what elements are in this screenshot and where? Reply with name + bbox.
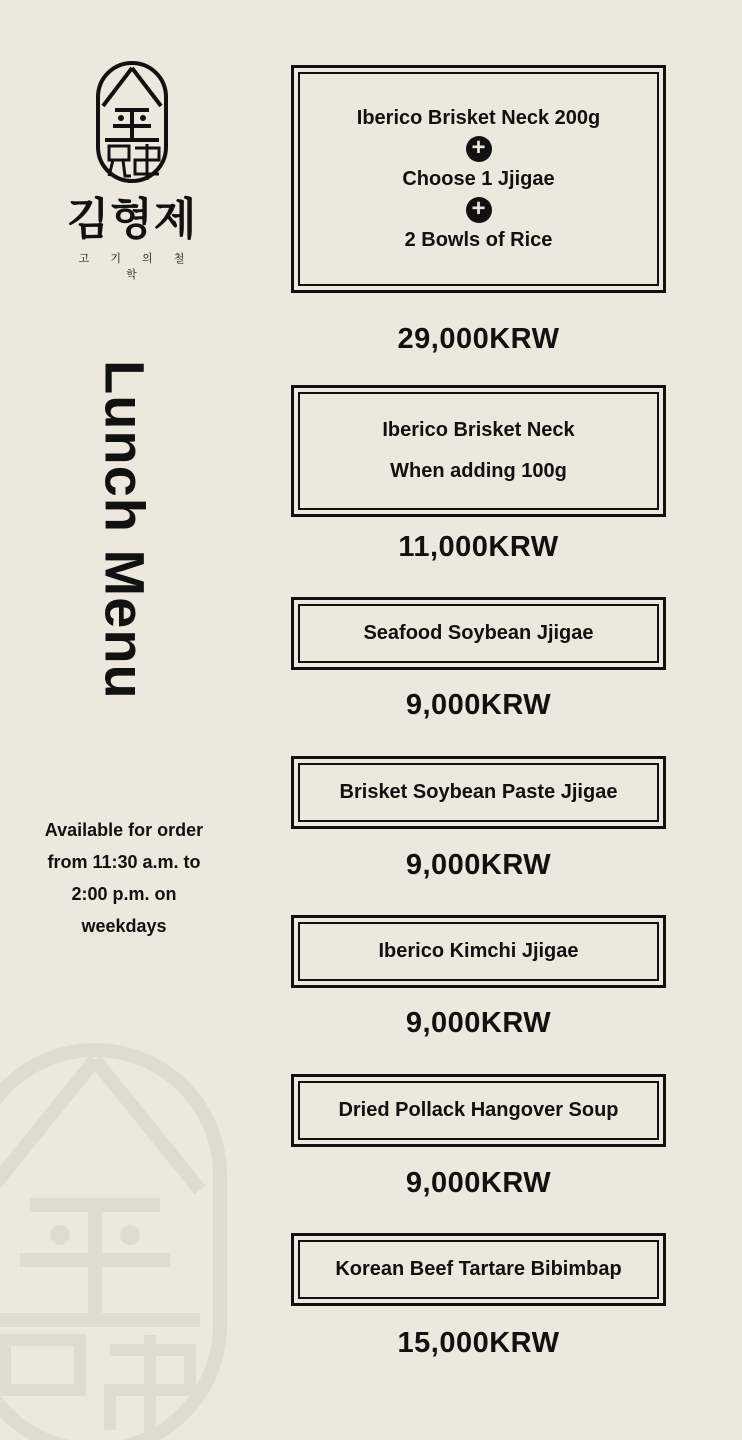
brand-emblem-icon: [95, 60, 169, 184]
menu-item-content: [298, 604, 659, 663]
menu-item-content: [298, 922, 659, 981]
brand-logo: [66, 60, 198, 282]
menu-item-line: Brisket Soybean Paste Jjigae: [339, 781, 618, 803]
brand-tagline: 고 기 의 철 학: [78, 253, 194, 281]
plus-icon: [466, 136, 492, 162]
menu-item-content: [298, 392, 659, 510]
menu-item-line: Choose 1 Jjigae: [402, 167, 555, 190]
menu-item-price: 9,000KRW: [405, 1167, 552, 1199]
menu-item-price: 9,000KRW: [405, 849, 552, 881]
menu-item-box: [291, 65, 666, 293]
menu-item-line: Iberico Kimchi Jjigae: [378, 940, 579, 962]
menu-item-line: Seafood Soybean Jjigae: [363, 622, 594, 644]
menu-item-line: Dried Pollack Hangover Soup: [338, 1099, 619, 1121]
menu-item-price: 15,000KRW: [397, 1327, 560, 1359]
menu-item-content: [298, 763, 659, 822]
watermark-emblem-icon: [0, 1040, 230, 1440]
menu-item-price: 11,000KRW: [398, 531, 559, 563]
menu-item-line: When adding 100g: [390, 460, 567, 482]
brand-name: 김형제: [66, 195, 198, 244]
menu-item-content: [298, 1240, 659, 1299]
menu-item-line: Korean Beef Tartare Bibimbap: [335, 1258, 622, 1280]
menu-item-content: [298, 1081, 659, 1140]
page-title: [70, 320, 180, 740]
menu-item-box: [291, 1233, 666, 1306]
menu-item-box: [291, 915, 666, 988]
menu-item-box: [291, 385, 666, 517]
menu-item-price: 29,000KRW: [397, 323, 560, 355]
menu-item-box: [291, 756, 666, 829]
menu-item-content: [298, 72, 659, 286]
menu-item-line: Iberico Brisket Neck: [382, 419, 575, 441]
menu-item-box: [291, 597, 666, 670]
menu-item-line: Iberico Brisket Neck 200g: [356, 106, 601, 129]
page-title-text: Lunch Menu: [93, 360, 157, 700]
menu-list: [291, 65, 666, 1386]
plus-icon: [466, 197, 492, 223]
availability-note: Available for order from 11:30 a.m. to 2:00 p.m. on weekdays: [44, 820, 204, 936]
menu-item-box: [291, 1074, 666, 1147]
menu-item-line: 2 Bowls of Rice: [404, 228, 553, 251]
menu-item-price: 9,000KRW: [405, 1007, 552, 1039]
menu-item-price: 9,000KRW: [405, 689, 552, 721]
